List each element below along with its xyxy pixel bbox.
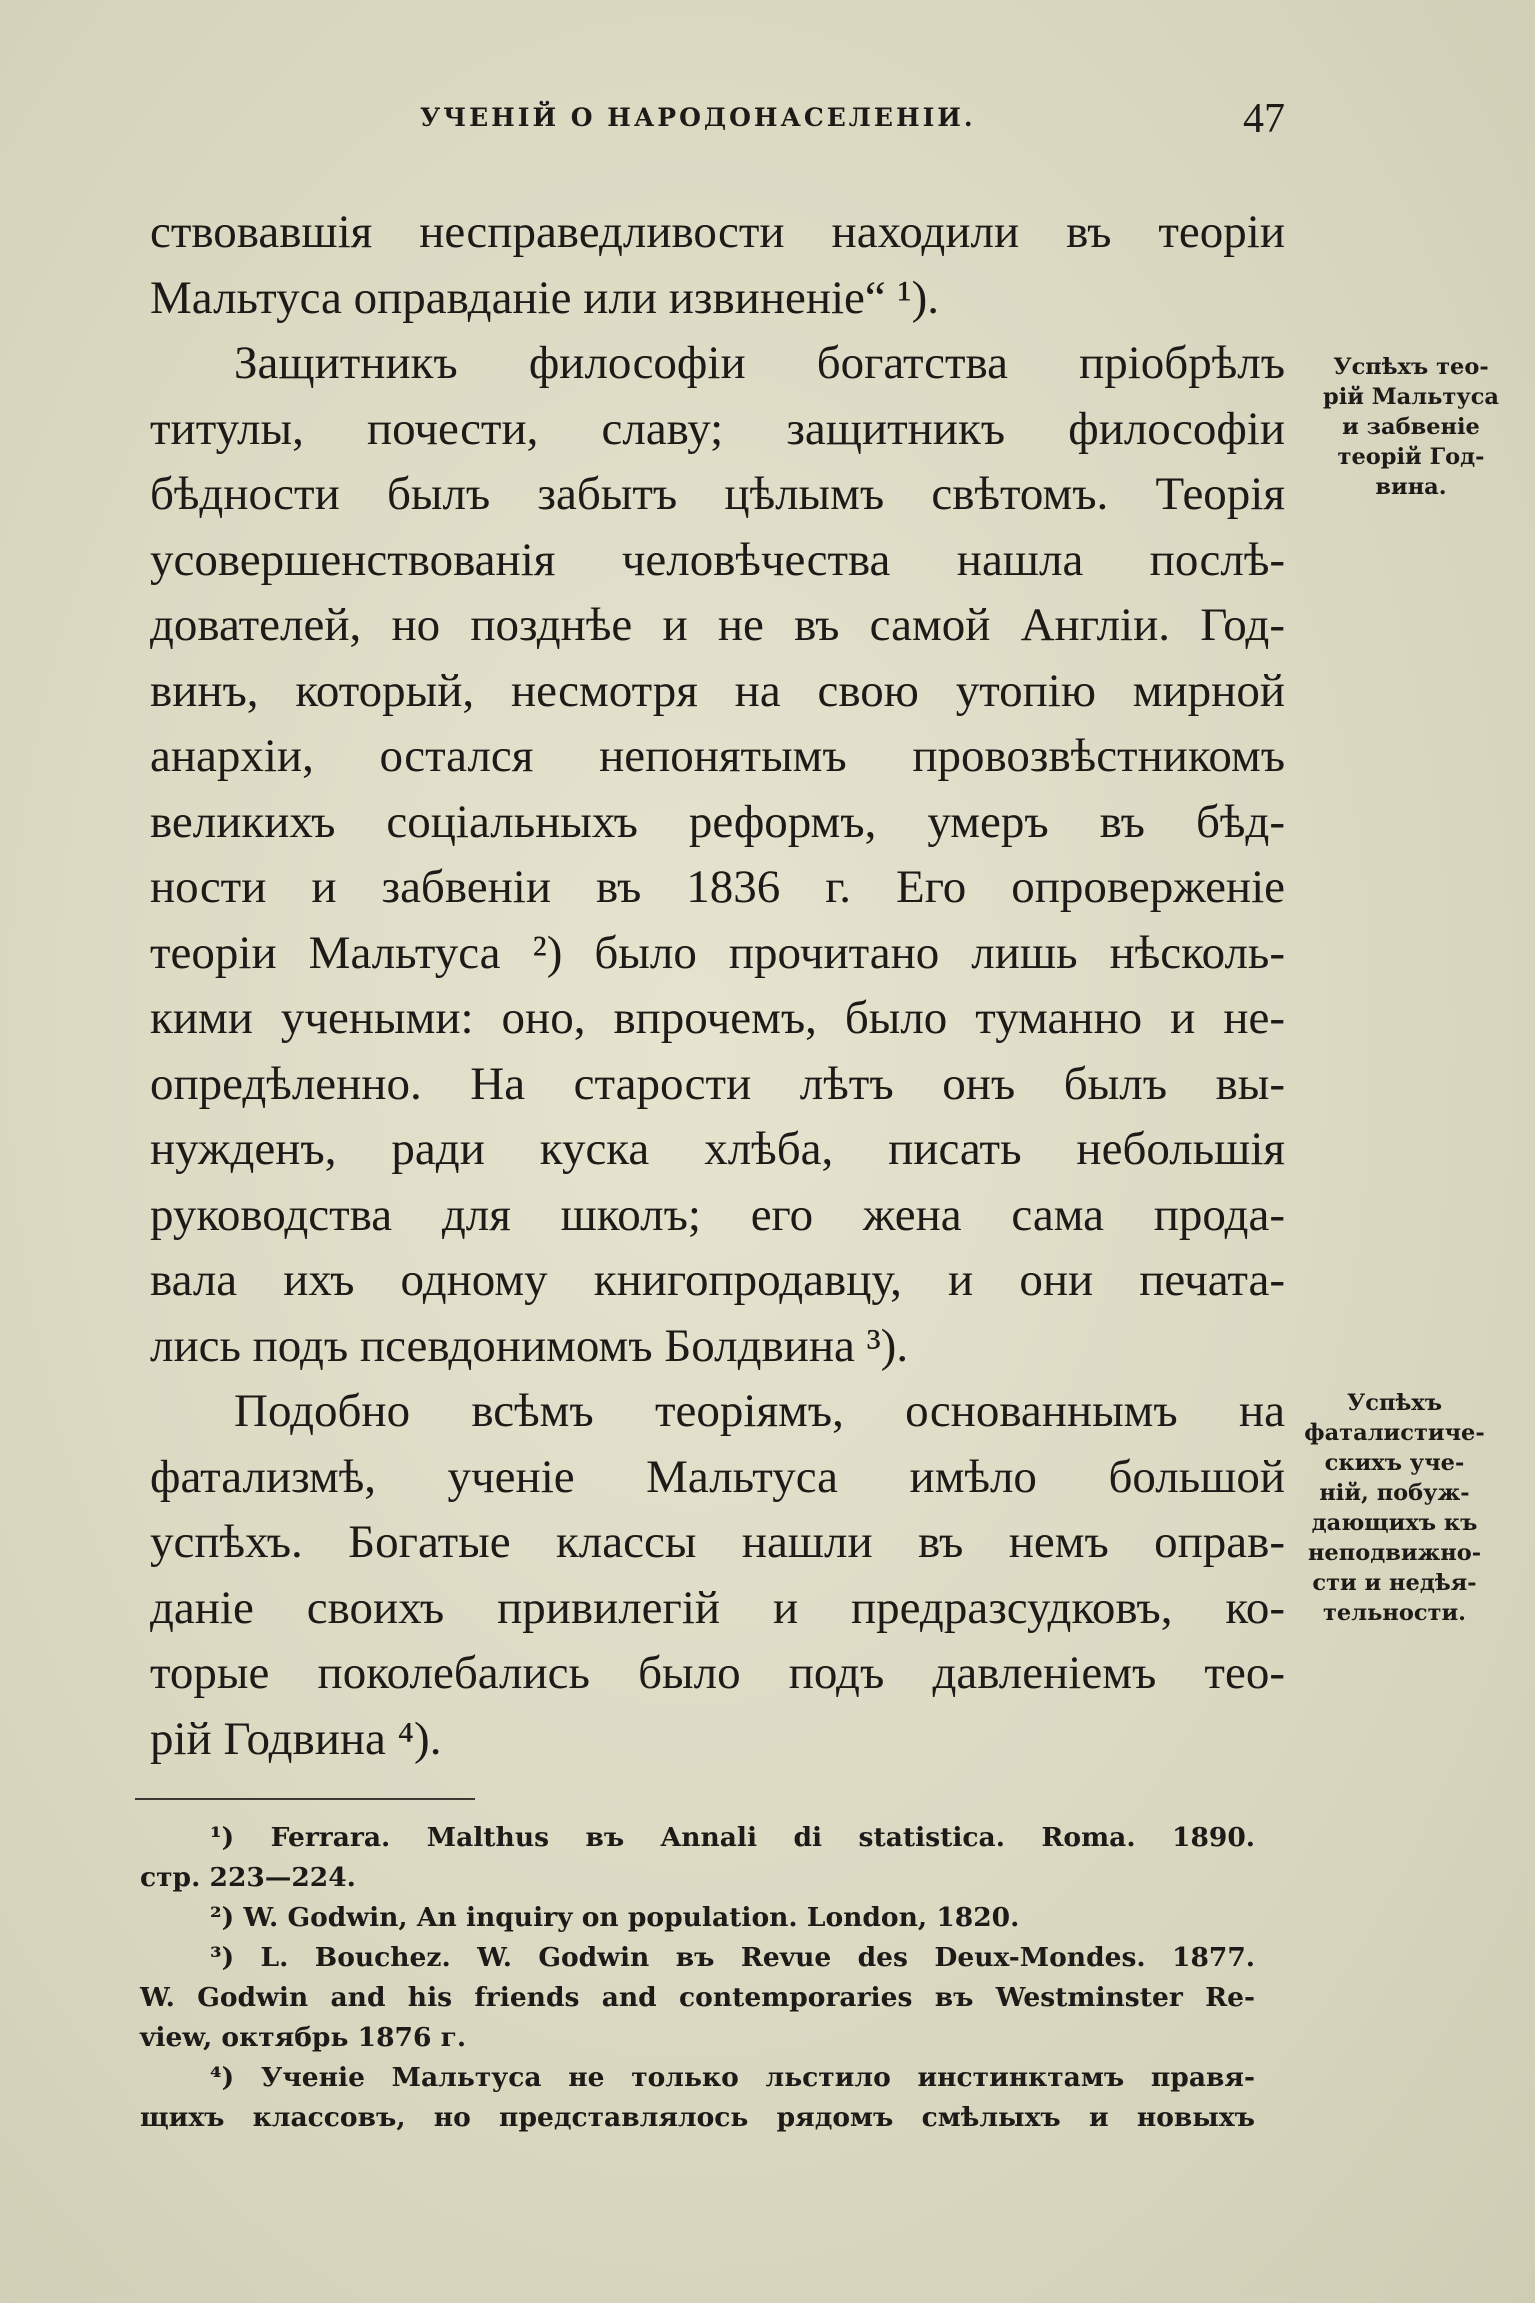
footnote-line: ³) L. Bouchez. W. Godwin въ Revue des Deux-Mondes. 1877.	[210, 1942, 1255, 1973]
text-line: рій Годвина ⁴).	[150, 1712, 442, 1765]
text-line: ности и забвеніи въ 1836 г. Его опроверженіе	[150, 861, 1285, 913]
text-line: бѣдности былъ забытъ цѣлымъ свѣтомъ. Теорія	[150, 468, 1285, 520]
text-line: ствовавшія несправедливости находили въ теоріи	[150, 206, 1285, 258]
text-line: кими учеными: оно, впрочемъ, было туманно и не-	[150, 992, 1285, 1044]
margin-note-fatalism-success	[1262, 1388, 1527, 1628]
footnote-divider	[135, 1798, 475, 1800]
text-line: руководства для школъ; его жена сама прода-	[150, 1188, 1285, 1241]
margin-note-line: ній, побуж-	[1319, 1480, 1470, 1506]
text-line: Подобно всѣмъ теоріямъ, основаннымъ на	[234, 1385, 1285, 1437]
text-line: нужденъ, ради куска хлѣба, писать небольшія	[150, 1123, 1285, 1175]
margin-note-line: Успѣхъ	[1347, 1390, 1442, 1416]
main-text	[150, 200, 1285, 1772]
margin-note-line: фаталистиче-	[1304, 1420, 1485, 1446]
text-line: Защитникъ философіи богатства пріобрѣлъ	[234, 337, 1285, 389]
footnote-line: щихъ классовъ, но представлялось рядомъ смѣлыхъ и новыхъ	[140, 2102, 1255, 2133]
running-head	[150, 95, 1285, 145]
footnotes	[140, 1818, 1255, 2138]
text-line: торые поколебались было подъ давленіемъ тео-	[150, 1647, 1285, 1699]
footnote-line: ⁴) Ученіе Мальтуса не только льстило инстинктамъ правя-	[210, 2062, 1255, 2093]
running-head-title: УЧЕНІЙ О НАРОДОНАСЕЛЕНІИ.	[420, 103, 976, 132]
text-line: анархіи, остался непонятымъ провозвѣстникомъ	[150, 730, 1285, 782]
margin-note-line: дающихъ къ	[1311, 1510, 1478, 1536]
footnote-line: W. Godwin and his friends and contemporaries въ Westminster Re-	[140, 1982, 1255, 2013]
footnote-line: view, октябрь 1876 г.	[140, 2022, 467, 2053]
footnote-line: ²) W. Godwin, An inquiry on population. London, 1820.	[210, 1902, 1020, 1933]
text-line: успѣхъ. Богатые классы нашли въ немъ оправ-	[150, 1516, 1285, 1568]
margin-note-line: неподвижно-	[1307, 1540, 1482, 1566]
text-line: титулы, почести, славу; защитникъ философіи	[150, 402, 1285, 455]
margin-note-line: сти и недѣя-	[1312, 1570, 1477, 1596]
text-line: лись подъ псевдонимомъ Болдвина ³).	[150, 1319, 909, 1372]
margin-note-line: тельности.	[1322, 1600, 1467, 1626]
text-line: даніе своихъ привилегій и предразсудковъ, ко-	[150, 1581, 1285, 1634]
footnote-line: стр. 223—224.	[140, 1862, 356, 1893]
text-line: дователей, но позднѣе и не въ самой Англіи. Год-	[150, 599, 1285, 651]
text-line: Мальтуса оправданіе или извиненіе“ ¹).	[150, 271, 940, 324]
footnote-line: ¹) Ferrara. Malthus въ Annali di statistica. Roma. 1890.	[210, 1822, 1255, 1853]
margin-note-line: и забвеніе	[1342, 414, 1480, 440]
text-line: опредѣленно. На старости лѣтъ онъ былъ вы-	[150, 1057, 1285, 1110]
text-line: теоріи Мальтуса ²) было прочитано лишь нѣсколь-	[150, 926, 1285, 979]
margin-note-line: теорій Год-	[1337, 444, 1485, 470]
text-line: усовершенствованія человѣчества нашла послѣ-	[150, 533, 1285, 586]
text-line: фатализмѣ, ученіе Мальтуса имѣло большой	[150, 1450, 1285, 1503]
text-line: великихъ соціальныхъ реформъ, умеръ въ бѣд-	[150, 795, 1285, 848]
margin-note-theory-success	[1295, 352, 1527, 502]
margin-note-line: Успѣхъ тео-	[1333, 354, 1489, 380]
margin-note-line: вина.	[1375, 474, 1447, 500]
page-number: 47	[1243, 96, 1285, 142]
margin-note-line: скихъ уче-	[1324, 1450, 1465, 1476]
text-line: вала ихъ одному книгопродавцу, и они печата-	[150, 1254, 1285, 1306]
text-line: винъ, который, несмотря на свою утопію мирной	[150, 664, 1285, 717]
margin-note-line: рій Мальтуса	[1322, 384, 1500, 410]
